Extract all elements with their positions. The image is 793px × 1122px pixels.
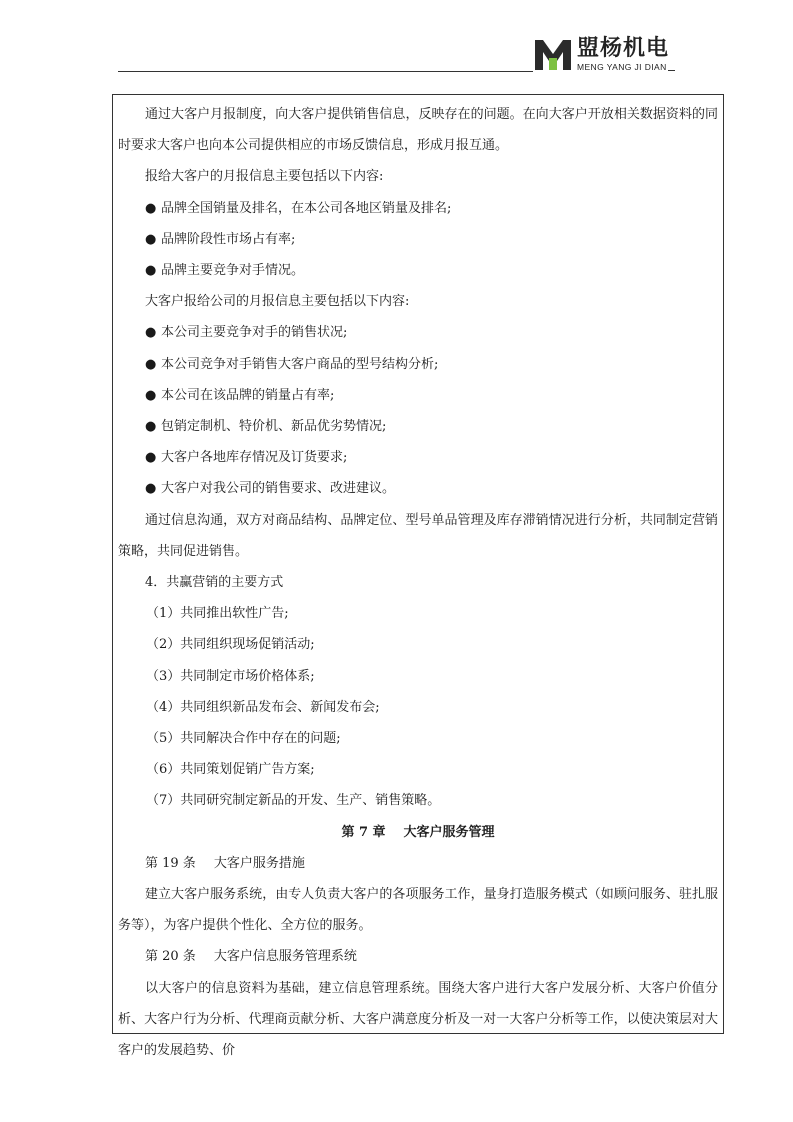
document-frame [112, 94, 724, 1059]
list-item: （5）共同解决合作中存在的问题; [146, 731, 341, 747]
list-item-text: 品牌全国销量及排名，在本公司各地区销量及排名; [161, 200, 452, 216]
document-body [118, 99, 718, 1066]
list-item: （4）共同组织新品发布会、新闻发布会; [146, 699, 380, 715]
list-item-text: 包销定制机、特价机、新品优劣势情况; [161, 419, 387, 435]
list-item-text: 本公司在该品牌的销量占有率; [161, 387, 335, 403]
list-item [118, 473, 718, 504]
bullet-icon: ● [145, 419, 157, 435]
paragraph-report-to-company: 大客户报给公司的月报信息主要包括以下内容: [145, 294, 410, 310]
brand-name-cn: 盟杨机电 [577, 36, 670, 61]
list-item-text: 品牌阶段性市场占有率; [161, 231, 296, 247]
brand-mark-icon [533, 38, 573, 72]
list-item: （1）共同推出软性广告; [146, 606, 289, 622]
paragraph-info-communication: 通过信息沟通，双方对商品结构、品牌定位、型号单品管理及库存滞销情况进行分析，共同制定营销策略，共同促进销售。 [118, 512, 718, 559]
brand-logo [533, 36, 683, 76]
list-item [118, 442, 718, 473]
list-item [118, 224, 718, 255]
bullet-icon: ● [145, 325, 157, 341]
list-item-text: 大客户各地库存情况及订货要求; [161, 450, 348, 466]
article-number: 第 20 条 [145, 949, 196, 965]
list-item-text: 本公司竞争对手销售大客户商品的型号结构分析; [161, 356, 439, 372]
list-item [118, 317, 718, 348]
list-item: （2）共同组织现场促销活动; [146, 637, 315, 653]
paragraph-service-system: 建立大客户服务系统，由专人负责大客户的各项服务工作，量身打造服务模式（如顾问服务、驻扎服务等），为客户提供个性化、全方位的服务。 [118, 887, 718, 934]
bullet-icon: ● [145, 263, 157, 279]
header-rule [118, 71, 533, 72]
list-item [118, 380, 718, 411]
list-item [118, 411, 718, 442]
brand-name-en: MENG YANG JI DIAN [577, 62, 667, 72]
list-item [118, 349, 718, 380]
bullet-icon: ● [145, 481, 157, 497]
list-item [118, 255, 718, 286]
bullet-icon: ● [145, 356, 157, 372]
article-heading [118, 848, 718, 879]
paragraph-monthly-report: 通过大客户月报制度，向大客户提供销售信息，反映存在的问题。在向大客户开放相关数据资料的同时要求大客户也向本公司提供相应的市场反馈信息，形成月报互通。 [118, 107, 718, 154]
list-item [118, 193, 718, 224]
paragraph-info-system: 以大客户的信息资料为基础，建立信息管理系统。围绕大客户进行大客户发展分析、大客户价值分析、大客户行为分析、代理商贡献分析、大客户满意度分析及一对一大客户分析等工作，以使决策层对大客户的发展趋势、价 [118, 980, 718, 1059]
bullet-icon: ● [145, 450, 157, 466]
chapter-heading [118, 817, 718, 848]
article-heading [118, 941, 718, 972]
paragraph-report-to-client: 报给大客户的月报信息主要包括以下内容: [145, 169, 384, 185]
bullet-icon: ● [145, 231, 157, 247]
bullet-icon: ● [145, 200, 157, 216]
list-item-text: 大客户对我公司的销售要求、改进建议。 [161, 481, 396, 497]
article-title: 大客户信息服务管理系统 [213, 949, 357, 965]
header-rule-tail [668, 70, 675, 71]
section-heading: 4．共赢营销的主要方式 [145, 575, 284, 591]
article-title: 大客户服务措施 [213, 855, 305, 871]
article-number: 第 19 条 [145, 855, 196, 871]
list-item: （6）共同策划促销广告方案; [146, 762, 315, 778]
chapter-number: 第 7 章 [341, 824, 386, 840]
list-item-text: 品牌主要竞争对手情况。 [161, 263, 305, 279]
chapter-title: 大客户服务管理 [403, 824, 495, 840]
bullet-icon: ● [145, 387, 157, 403]
list-item: （7）共同研究制定新品的开发、生产、销售策略。 [146, 793, 441, 809]
list-item-text: 本公司主要竞争对手的销售状况; [161, 325, 348, 341]
list-item: （3）共同制定市场价格体系; [146, 668, 315, 684]
